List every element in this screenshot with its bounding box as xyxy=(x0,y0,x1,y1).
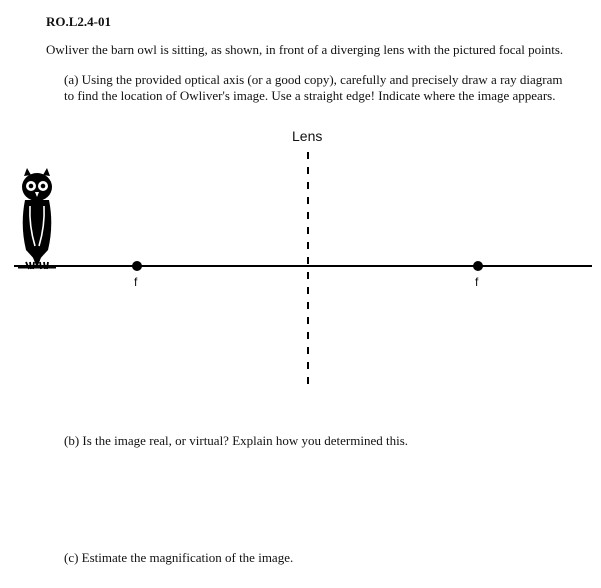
focal-point-left xyxy=(132,261,142,271)
focal-label-left: f xyxy=(134,275,138,289)
part-c-question: (c) Estimate the magnification of the image. xyxy=(64,550,294,565)
owl-icon xyxy=(18,168,56,269)
part-b-question: (b) Is the image real, or virtual? Explain how you determined this. xyxy=(64,433,409,448)
part-a-question: (a) Using the provided optical axis (or a good copy), carefully and precisely draw a ray diagram to find the location of Owliver's image. Use a straight edge! Indicate where the image appears. xyxy=(64,72,563,103)
focal-point-right xyxy=(473,261,483,271)
focal-label-right: f xyxy=(475,275,479,289)
lens-label: Lens xyxy=(292,128,323,144)
problem-intro: Owliver the barn owl is sitting, as shown, in front of a diverging lens with the pictured focal points. xyxy=(46,42,564,57)
problem-id: RO.L2.4-01 xyxy=(46,14,111,29)
